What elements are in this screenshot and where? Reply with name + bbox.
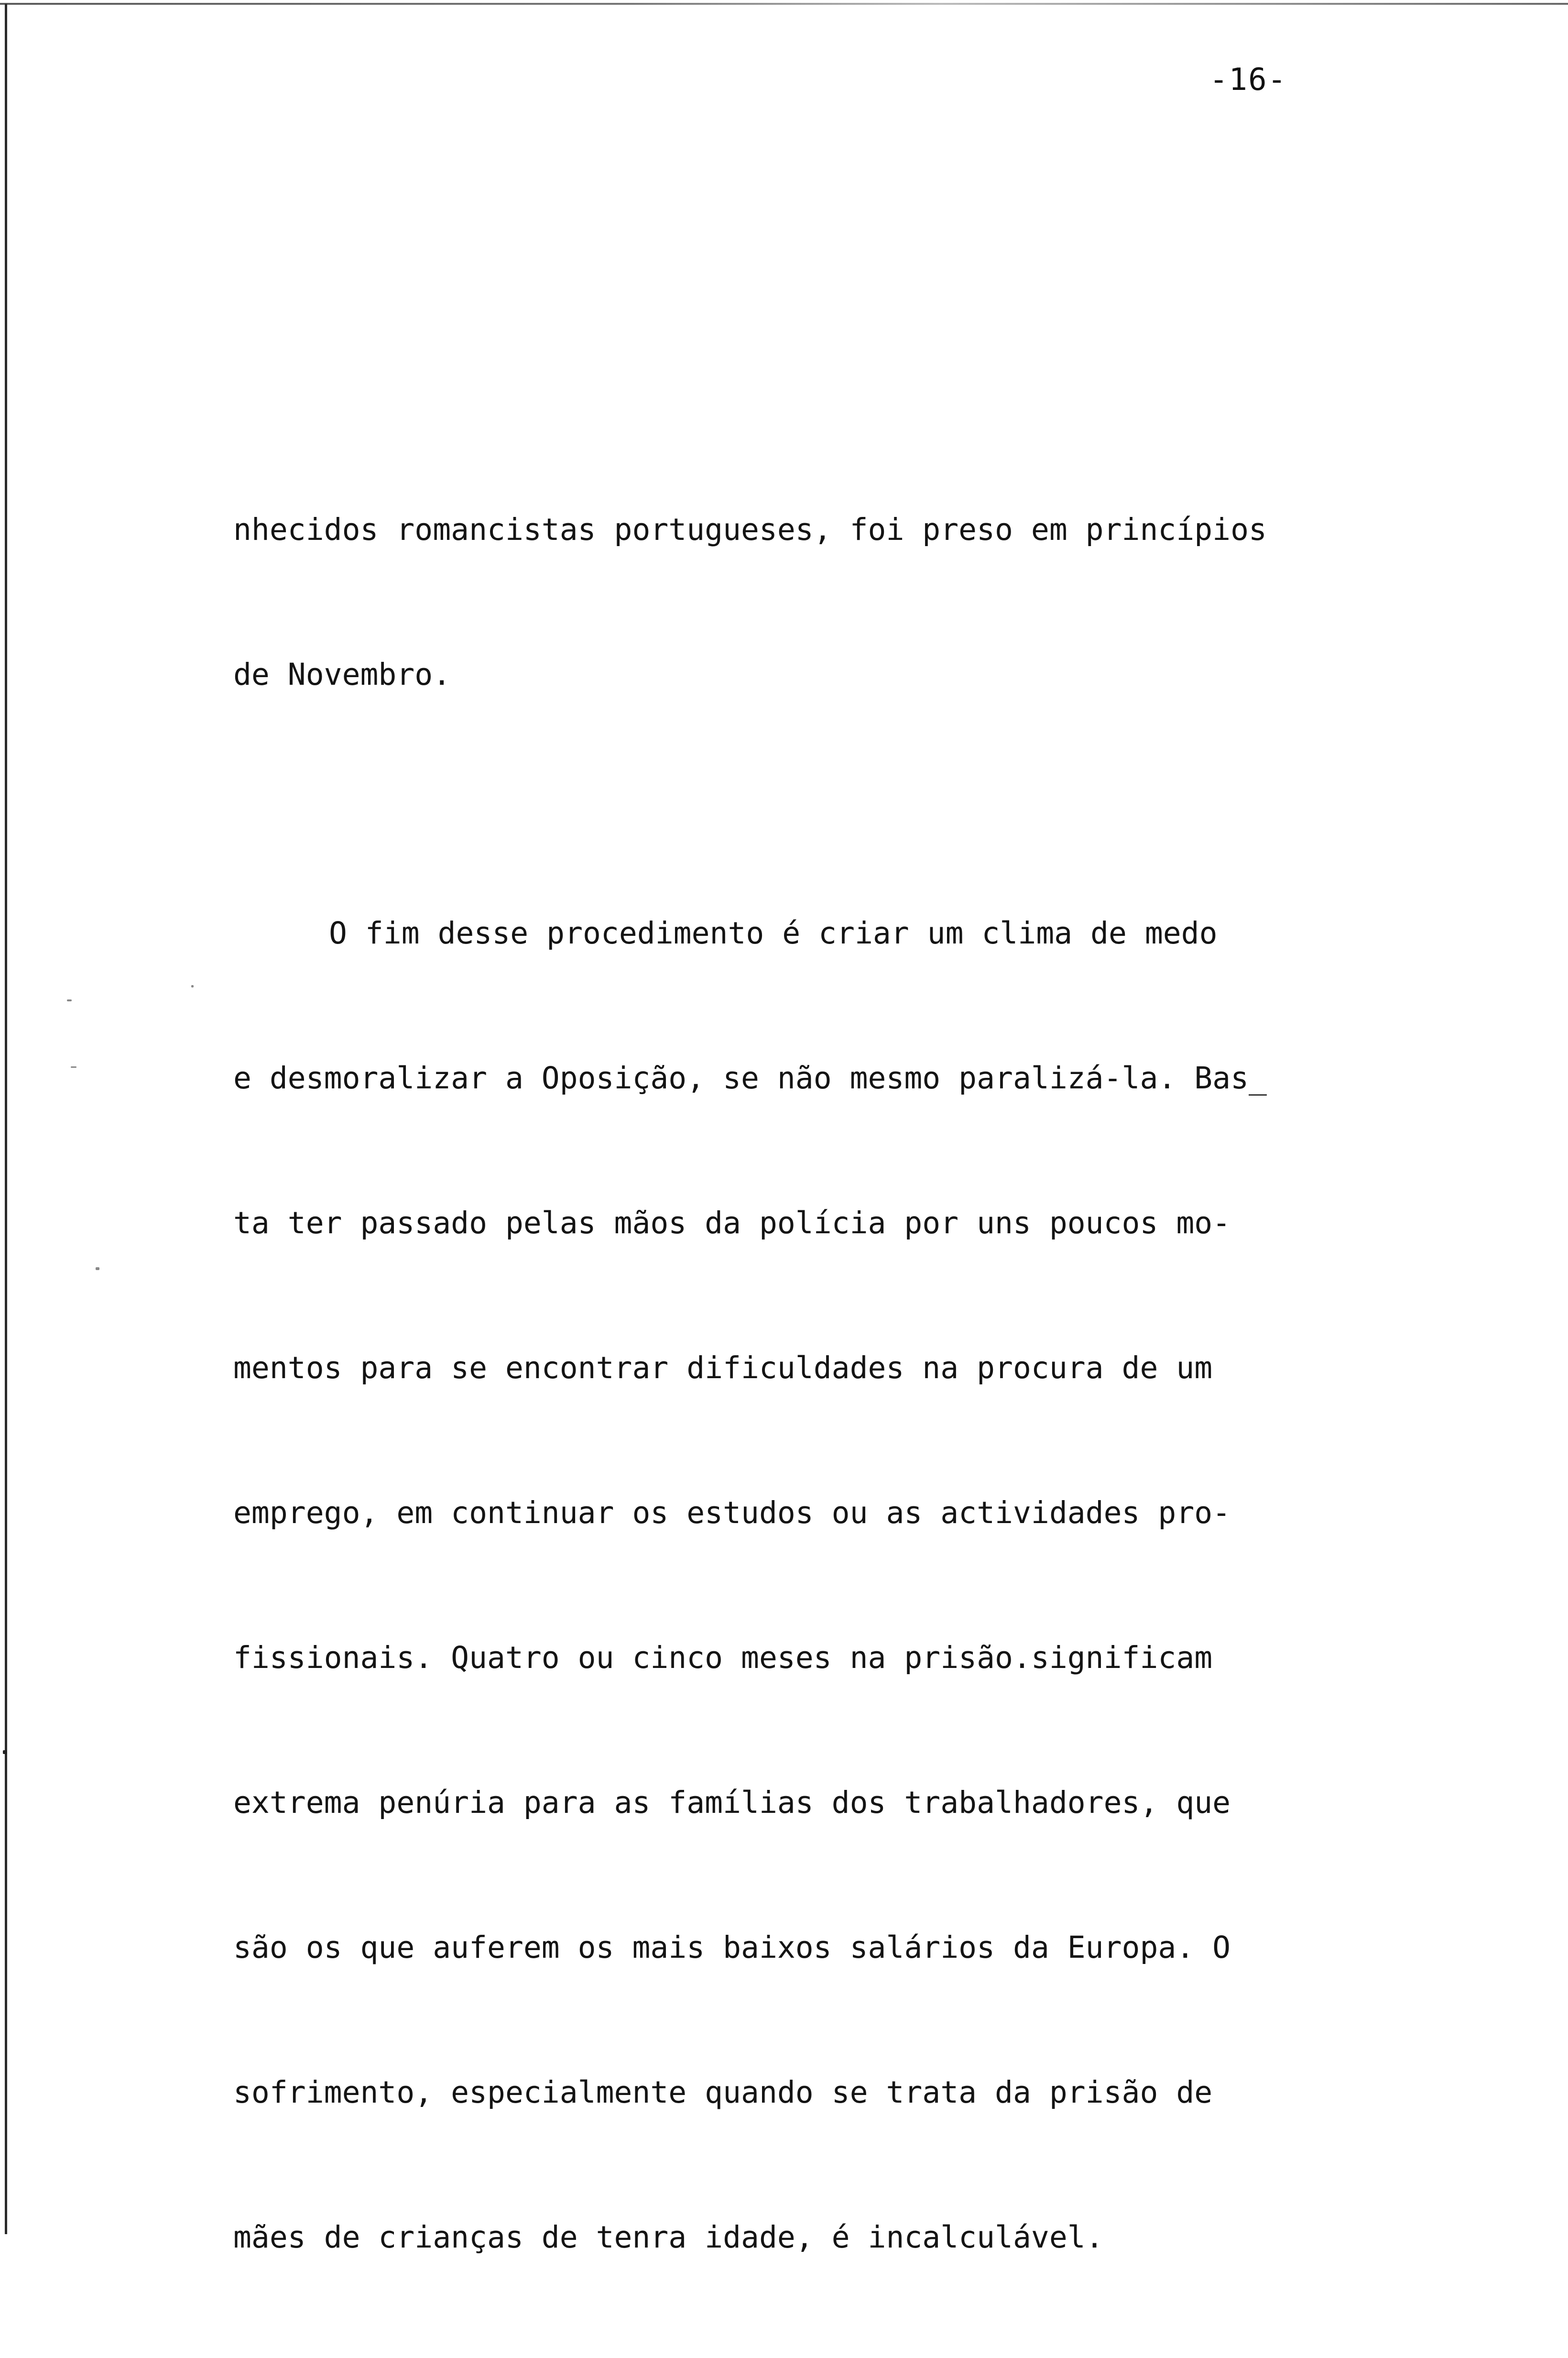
scan-speck (3, 1750, 7, 1754)
scan-speck (96, 1267, 99, 1270)
text-line-content: O fim desse procedimento é criar um clima de medo (329, 916, 1218, 951)
scan-speck (71, 1066, 76, 1068)
scan-speck (67, 999, 72, 1001)
text-line: ta ter passado pelas mãos da polícia por uns poucos mo- (233, 1206, 1231, 1240)
text-line: são os que auferem os mais baixos salários da Europa. O (233, 1930, 1231, 1965)
body-text (233, 409, 1381, 2358)
text-line: emprego, em continuar os estudos ou as actividades pro- (233, 1495, 1231, 1530)
paragraph-gap (233, 795, 1381, 812)
text-line: fissionais. Quatro ou cinco meses na prisão.significam (233, 1640, 1213, 1675)
scan-top-edge (0, 3, 1568, 5)
text-line: e desmoralizar a Oposição, se não mesmo paralizá-la. Bas_ (233, 1061, 1267, 1096)
scan-speck (191, 985, 194, 987)
page-number: -16- (1209, 62, 1287, 98)
text-line-indented (233, 909, 1381, 957)
text-line: extrema penúria para as famílias dos trabalhadores, que (233, 1785, 1231, 1820)
text-line: nhecidos romancistas portugueses, foi preso em princípios (233, 512, 1267, 547)
text-line: mentos para se encontrar dificuldades na procura de um (233, 1350, 1213, 1385)
scan-left-edge (5, 4, 7, 2234)
text-line: de Novembro. (233, 657, 451, 692)
text-line: sofrimento, especialmente quando se trata da prisão de (233, 2075, 1213, 2110)
text-line: mães de crianças de tenra idade, é incalculável. (233, 2220, 1104, 2255)
